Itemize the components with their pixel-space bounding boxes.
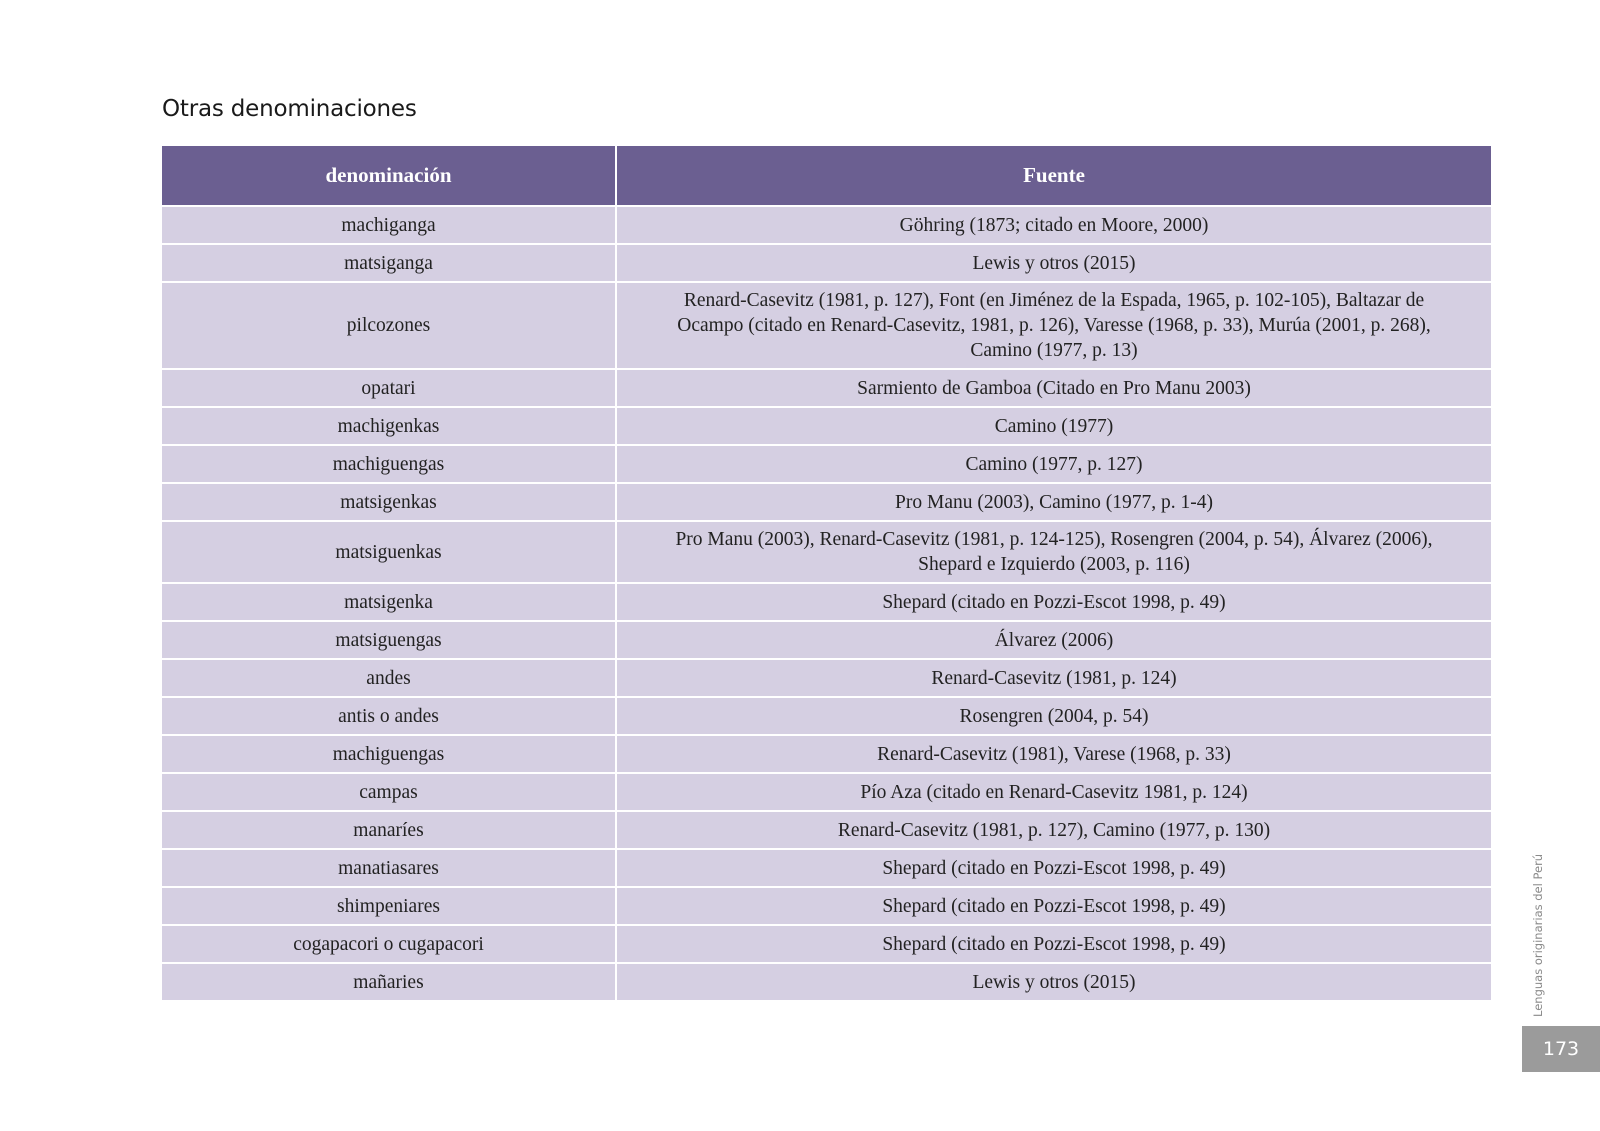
source-cell: Renard-Casevitz (1981, p. 124) — [616, 659, 1491, 697]
book-title-side-label: Lenguas originarias del Perú — [1531, 853, 1545, 1017]
source-cell: Shepard (citado en Pozzi-Escot 1998, p. 49) — [616, 849, 1491, 887]
denomination-cell: antis o andes — [162, 697, 616, 735]
denomination-cell: machigenkas — [162, 407, 616, 445]
table-row — [162, 621, 1491, 659]
table-row — [162, 773, 1491, 811]
table-header-row — [162, 146, 1491, 206]
denomination-cell: machiguengas — [162, 445, 616, 483]
table-row — [162, 583, 1491, 621]
denomination-cell: machiguengas — [162, 735, 616, 773]
denominations-table — [162, 146, 1491, 1002]
table-row — [162, 445, 1491, 483]
table-row — [162, 369, 1491, 407]
table-row — [162, 735, 1491, 773]
source-cell: Lewis y otros (2015) — [616, 963, 1491, 1001]
table-row — [162, 811, 1491, 849]
denomination-cell: shimpeniares — [162, 887, 616, 925]
source-cell: Rosengren (2004, p. 54) — [616, 697, 1491, 735]
denomination-cell: manaríes — [162, 811, 616, 849]
table-row — [162, 282, 1491, 369]
denomination-cell: manatiasares — [162, 849, 616, 887]
table-row — [162, 697, 1491, 735]
table-row — [162, 521, 1491, 583]
table-row — [162, 407, 1491, 445]
column-header-fuente: Fuente — [616, 146, 1491, 206]
table-row — [162, 244, 1491, 282]
denomination-cell: cogapacori o cugapacori — [162, 925, 616, 963]
source-cell: Pro Manu (2003), Renard-Casevitz (1981, p. 124-125), Rosengren (2004, p. 54), Álvarez (2006), Shepard e Izquierdo (2003, p. 116) — [616, 521, 1491, 583]
table-row — [162, 849, 1491, 887]
source-cell: Pío Aza (citado en Renard-Casevitz 1981, p. 124) — [616, 773, 1491, 811]
denomination-cell: andes — [162, 659, 616, 697]
page-number: 173 — [1522, 1026, 1600, 1072]
denomination-cell: campas — [162, 773, 616, 811]
denomination-cell: matsiguenkas — [162, 521, 616, 583]
table-row — [162, 659, 1491, 697]
source-cell: Álvarez (2006) — [616, 621, 1491, 659]
source-cell: Camino (1977, p. 127) — [616, 445, 1491, 483]
table-row — [162, 925, 1491, 963]
source-cell: Lewis y otros (2015) — [616, 244, 1491, 282]
denomination-cell: pilcozones — [162, 282, 616, 369]
denomination-cell: matsiguengas — [162, 621, 616, 659]
denomination-cell: matsigenka — [162, 583, 616, 621]
source-cell: Shepard (citado en Pozzi-Escot 1998, p. 49) — [616, 887, 1491, 925]
source-cell: Shepard (citado en Pozzi-Escot 1998, p. 49) — [616, 925, 1491, 963]
table-row — [162, 206, 1491, 244]
denomination-cell: matsigenkas — [162, 483, 616, 521]
denomination-cell: mañaries — [162, 963, 616, 1001]
source-cell: Pro Manu (2003), Camino (1977, p. 1-4) — [616, 483, 1491, 521]
source-cell: Göhring (1873; citado en Moore, 2000) — [616, 206, 1491, 244]
source-cell: Shepard (citado en Pozzi-Escot 1998, p. 49) — [616, 583, 1491, 621]
denomination-cell: machiganga — [162, 206, 616, 244]
table-row — [162, 963, 1491, 1001]
table-row — [162, 887, 1491, 925]
source-cell: Sarmiento de Gamboa (Citado en Pro Manu 2003) — [616, 369, 1491, 407]
table-row — [162, 483, 1491, 521]
denomination-cell: matsiganga — [162, 244, 616, 282]
source-cell: Renard-Casevitz (1981), Varese (1968, p. 33) — [616, 735, 1491, 773]
column-header-denominacion: denominación — [162, 146, 616, 206]
source-cell: Renard-Casevitz (1981, p. 127), Font (en Jiménez de la Espada, 1965, p. 102-105), Baltazar de Ocampo (citado en Renard-Casevitz, 1981, p. 126), Varesse (1968, p. 33), Murúa (2001, p. 268), Camino (1977, p. 13) — [616, 282, 1491, 369]
denomination-cell: opatari — [162, 369, 616, 407]
source-cell: Camino (1977) — [616, 407, 1491, 445]
source-cell: Renard-Casevitz (1981, p. 127), Camino (1977, p. 130) — [616, 811, 1491, 849]
section-title: Otras denominaciones — [162, 96, 417, 122]
